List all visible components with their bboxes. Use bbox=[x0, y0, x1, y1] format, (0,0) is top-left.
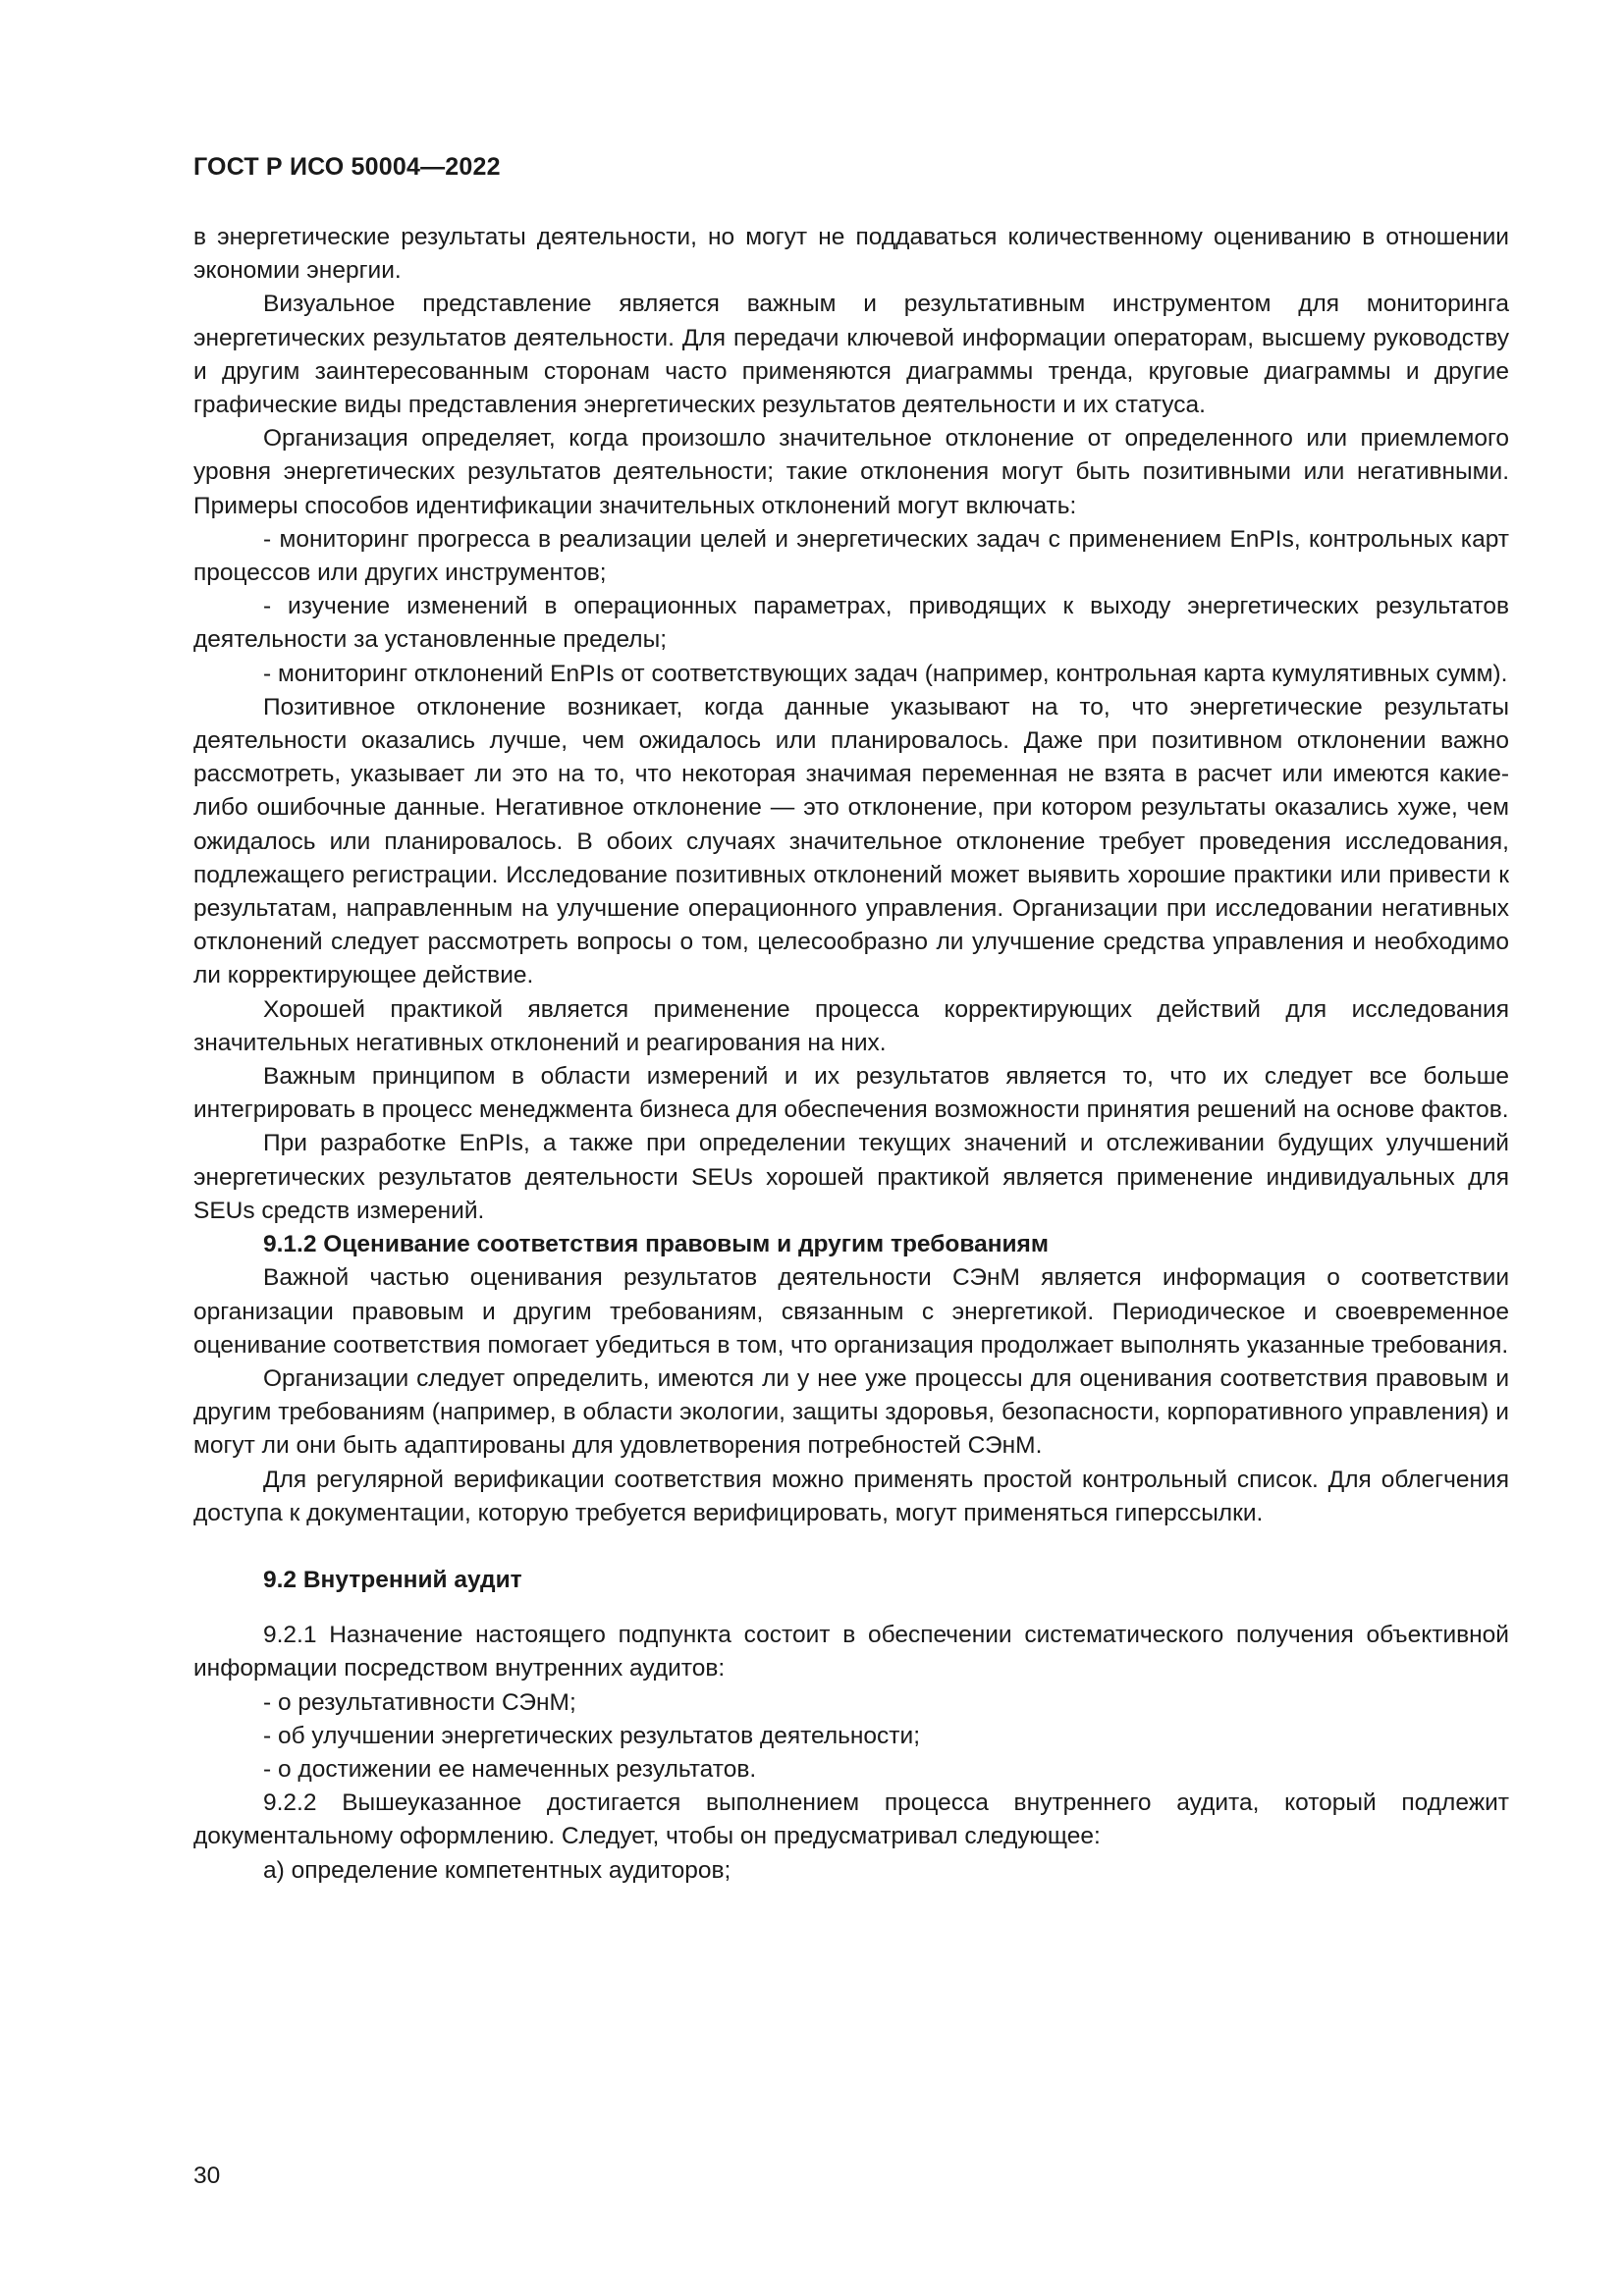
paragraph: Позитивное отклонение возникает, когда данные указывают на то, что энергетические результаты деятельности оказались лучше, чем ожидалось или планировалось. Даже при позитивном отклонении важно рассмотреть, указывает ли это на то, что некоторая значимая переменная не взята в расчет или имеются какие-либо ошибочные данные. Негативное отклонение — это отклонение, при котором результаты оказались хуже, чем ожидалось или планировалось. В обоих случаях значительное отклонение требует проведения исследования, подлежащего регистрации. Исследование позитивных отклонений может выявить хорошие практики или привести к результатам, направленным на улучшение операционного управления. Организации при исследовании негативных отклонений следует рассмотреть вопросы о том, целесообразно ли улучшение средства управления и необходимо ли корректирующее действие. bbox=[193, 693, 1509, 989]
paragraph: Для регулярной верификации соответствия можно применять простой контрольный список. Для облегчения доступа к документации, которую требуется верифицировать, могут применяться гиперссылки. bbox=[193, 1466, 1509, 1526]
section-heading-9-2: 9.2 Внутренний аудит bbox=[263, 1566, 522, 1593]
page-number: 30 bbox=[193, 2163, 221, 2189]
document-header: ГОСТ Р ИСО 50004—2022 bbox=[193, 153, 501, 181]
list-item: - мониторинг прогресса в реализации целей и энергетических задач с применением EnPIs, контрольных карт процессов или других инструментов; bbox=[193, 525, 1509, 587]
list-item: - о достижении ее намеченных результатов. bbox=[263, 1755, 757, 1783]
paragraph: Хорошей практикой является применение процесса корректирующих действий для исследования значительных негативных отклонений и реагирования на них. bbox=[193, 995, 1509, 1056]
paragraph: 9.2.1 Назначение настоящего подпункта состоит в обеспечении систематического получения объективной информации посредством внутренних аудитов: bbox=[193, 1622, 1509, 1682]
paragraph: При разработке EnPIs, а также при определении текущих значений и отслеживании будущих улучшений энергетических результатов деятельности SEUs хорошей практикой является применение индивидуальных для SEUs средств измерений. bbox=[193, 1130, 1509, 1224]
list-item: - о результативности СЭнМ; bbox=[263, 1688, 576, 1716]
paragraph: Визуальное представление является важным и результативным инструментом для мониторинга энергетических результатов деятельности. Для передачи ключевой информации операторам, высшему руководству и другим заинтересованным сторонам часто применяются диаграммы тренда, круговые диаграммы и другие графические виды представления энергетических результатов деятельности и их статуса. bbox=[193, 291, 1509, 419]
paragraph: 9.2.2 Вышеуказанное достигается выполнением процесса внутреннего аудита, который подлежит документальному оформлению. Следует, чтобы он предусматривал следующее: bbox=[193, 1789, 1509, 1850]
list-item: а) определение компетентных аудиторов; bbox=[263, 1856, 731, 1884]
document-body bbox=[193, 221, 1509, 1888]
list-item: - об улучшении энергетических результатов деятельности; bbox=[263, 1722, 921, 1749]
paragraph: Организации следует определить, имеются ли у нее уже процессы для оценивания соответствия правовым и другим требованиям (например, в области экологии, защиты здоровья, безопасности, корпоративного управления) и могут ли они быть адаптированы для удовлетворения потребностей СЭнМ. bbox=[193, 1364, 1509, 1460]
paragraph: Важным принципом в области измерений и их результатов является то, что их следует все больше интегрировать в процесс менеджмента бизнеса для обеспечения возможности принятия решений на основе фактов. bbox=[193, 1063, 1509, 1124]
list-item: - мониторинг отклонений EnPIs от соответствующих задач (например, контрольная карта кумулятивных сумм). bbox=[263, 660, 1508, 687]
paragraph: Организация определяет, когда произошло значительное отклонение от определенного или приемлемого уровня энергетических результатов деятельности; такие отклонения могут быть позитивными или негативными. Примеры способов идентификации значительных отклонений могут включать: bbox=[193, 425, 1509, 519]
paragraph: в энергетические результаты деятельности, но могут не поддаваться количественному оцениванию в отношении экономии энергии. bbox=[193, 224, 1509, 285]
paragraph: Важной частью оценивания результатов деятельности СЭнМ является информация о соответствии организации правовым и другим требованиям, связанным с энергетикой. Периодическое и своевременное оценивание соответствия помогает убедиться в том, что организация продолжает выполнять указанные требования. bbox=[193, 1264, 1509, 1359]
list-item: - изучение изменений в операционных параметрах, приводящих к выходу энергетических результатов деятельности за установленные пределы; bbox=[193, 593, 1509, 654]
section-heading-9-1-2: 9.1.2 Оценивание соответствия правовым и другим требованиям bbox=[263, 1231, 1049, 1258]
